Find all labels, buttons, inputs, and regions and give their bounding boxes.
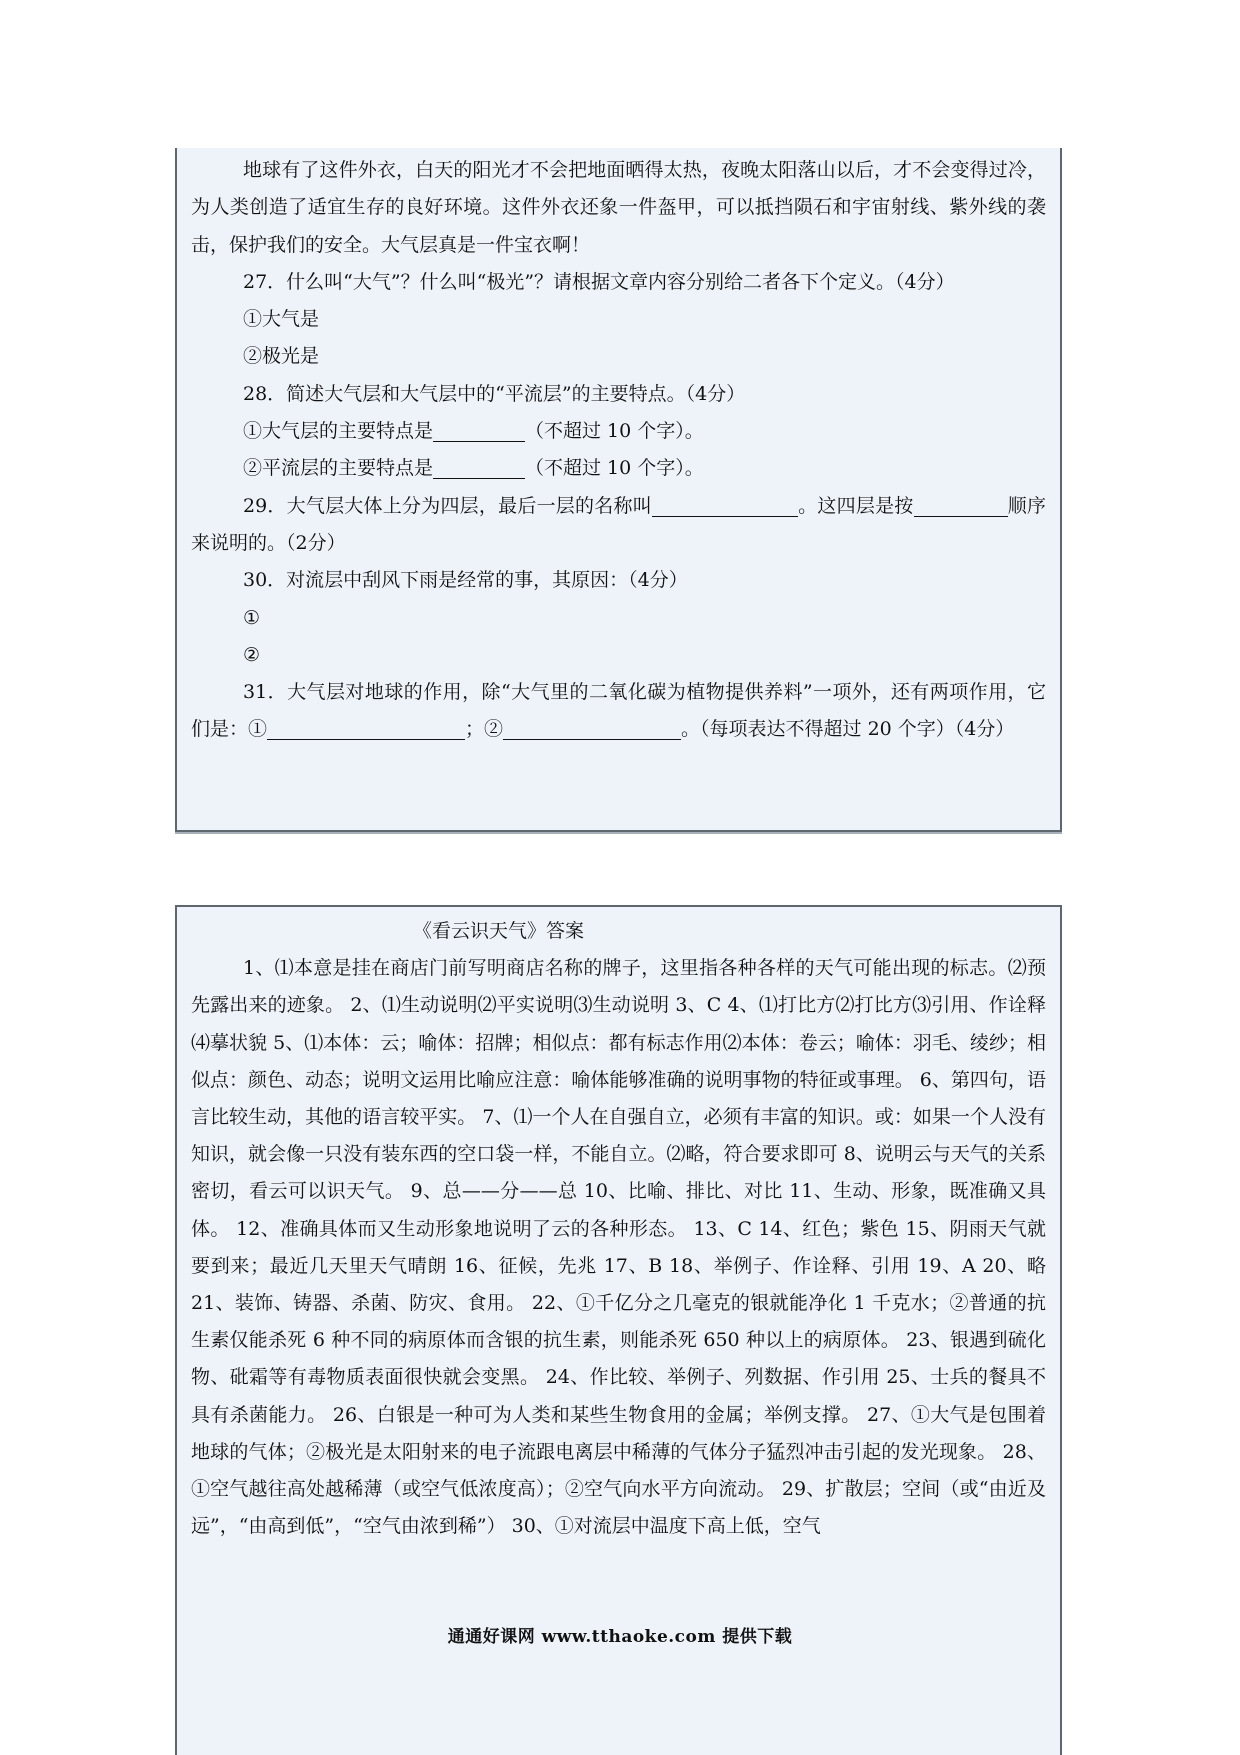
question-31-text-2: ；② <box>465 718 504 741</box>
question-30-item-2: ② <box>243 643 261 666</box>
question-28-item-2-note: （不超过 10 个字）。 <box>525 457 704 480</box>
answer-blank[interactable] <box>433 454 525 479</box>
question-29-text-1: 29．大气层大体上分为四层，最后一层的名称叫 <box>243 494 652 517</box>
question-30: 30．对流层中刮风下雨是经常的事，其原因：（4分） <box>243 569 688 592</box>
answer-blank[interactable] <box>267 715 465 740</box>
passage-paragraph: 地球有了这件外衣，白天的阳光才不会把地面晒得太热，夜晚太阳落山以后，才不会变得过冷，为人类创造了适宜生存的良好环境。这件外衣还象一件盔甲，可以抵挡陨石和宇宙射线、紫外线的袭击，保护我们的安全。大气层真是一件宝衣啊！ <box>191 159 1046 256</box>
question-31-text-3: 。（每项表达不得超过 20 个字）（4分） <box>681 718 1015 741</box>
question-28: 28．简述大气层和大气层中的“平流层”的主要特点。（4分） <box>243 382 746 405</box>
question-30-item-1: ① <box>243 606 261 629</box>
question-28-item-1-text: ①大气层的主要特点是 <box>243 420 434 443</box>
page-footer: 通通好课网 www.tthaoke.com 提供下载 <box>447 1627 793 1647</box>
answers-content <box>191 913 1046 1545</box>
question-31-text-1: 31．大气层对地球的作用，除“大气里的二氧化碳为植物提供养料”一项外，还有两项作用，它们是：① <box>191 681 1046 741</box>
question-29-text-2: 。这四层是按 <box>797 494 914 517</box>
questions-content <box>191 152 1046 749</box>
questions-box <box>175 148 1062 832</box>
answer-blank[interactable] <box>914 492 1008 517</box>
question-28-item-2-text: ②平流层的主要特点是 <box>243 457 434 480</box>
question-27-item-1: ①大气是 <box>243 308 320 331</box>
question-29-text-3: 顺序来说明的。（2分） <box>191 494 1046 554</box>
question-28-item-1 <box>191 413 1046 450</box>
question-31 <box>191 674 1046 749</box>
question-28-item-2 <box>191 450 1046 487</box>
answers-body: 1、⑴本意是挂在商店门前写明商店名称的牌子，这里指各种各样的天气可能出现的标志。⑵预先露出来的迹象。 2、⑴生动说明⑵平实说明⑶生动说明 3、C 4、⑴打比方⑵打比方⑶引用、作诠释⑷摹状貌 5、⑴本体：云；喻体：招牌；相似点：都有标志作用⑵本体：卷云；喻体：羽毛、绫纱；相似点：颜色、动态；说明文运用比喻应注意：喻体能够准确的说明事物的特征或事理。 6、第四句，语言比较生动，其他的语言较平实。 7、⑴一个人在自强自立，必须有丰富的知识。或：如果一个人没有知识，就会像一只没有装东西的空口袋一样，不能自立。⑵略，符合要求即可 8、说明云与天气的关系密切，看云可以识天气。 9、总——分——总 10、比喻、排比、对比 11、生动、形象，既准确又具体。 12、准确具体而又生动形象地说明了云的各种形态。 13、C 14、红色；紫色 15、阴雨天气就要到来；最近几天里天气晴朗 16、征候，先兆 17、B 18、举例子、作诠释、引用 19、A 20、略 21、装饰、铸器、杀菌、防灾、食用。 22、①千亿分之几毫克的银就能净化 1 千克水；②普通的抗生素仅能杀死 6 种不同的病原体而含银的抗生素，则能杀死 650 种以上的病原体。 23、银遇到硫化物、砒霜等有毒物质表面很快就会变黑。 24、作比较、举例子、列数据、作引用 25、士兵的餐具不具有杀菌能力。 26、白银是一种可为人类和某些生物食用的金属；举例支撑。 27、①大气是包围着地球的气体；②极光是太阳射来的电子流跟电离层中稀薄的气体分子猛烈冲击引起的发光现象。 28、①空气越往高处越稀薄（或空气低浓度高）；②空气向水平方向流动。 29、扩散层；空间（或“由近及远”，“由高到低”，“空气由浓到稀”） 30、①对流层中温度下高上低，空气 <box>191 957 1046 1538</box>
question-29 <box>191 488 1046 563</box>
question-28-item-1-note: （不超过 10 个字）。 <box>525 420 704 443</box>
answer-blank[interactable] <box>433 417 525 442</box>
answer-blank[interactable] <box>503 715 681 740</box>
question-27-item-2: ②极光是 <box>243 345 320 368</box>
answer-blank[interactable] <box>652 492 798 517</box>
question-27: 27．什么叫“大气”？什么叫“极光”？请根据文章内容分别给二者各下个定义。（4分） <box>243 270 955 293</box>
answers-title: 《看云识天气》答案 <box>413 920 585 942</box>
